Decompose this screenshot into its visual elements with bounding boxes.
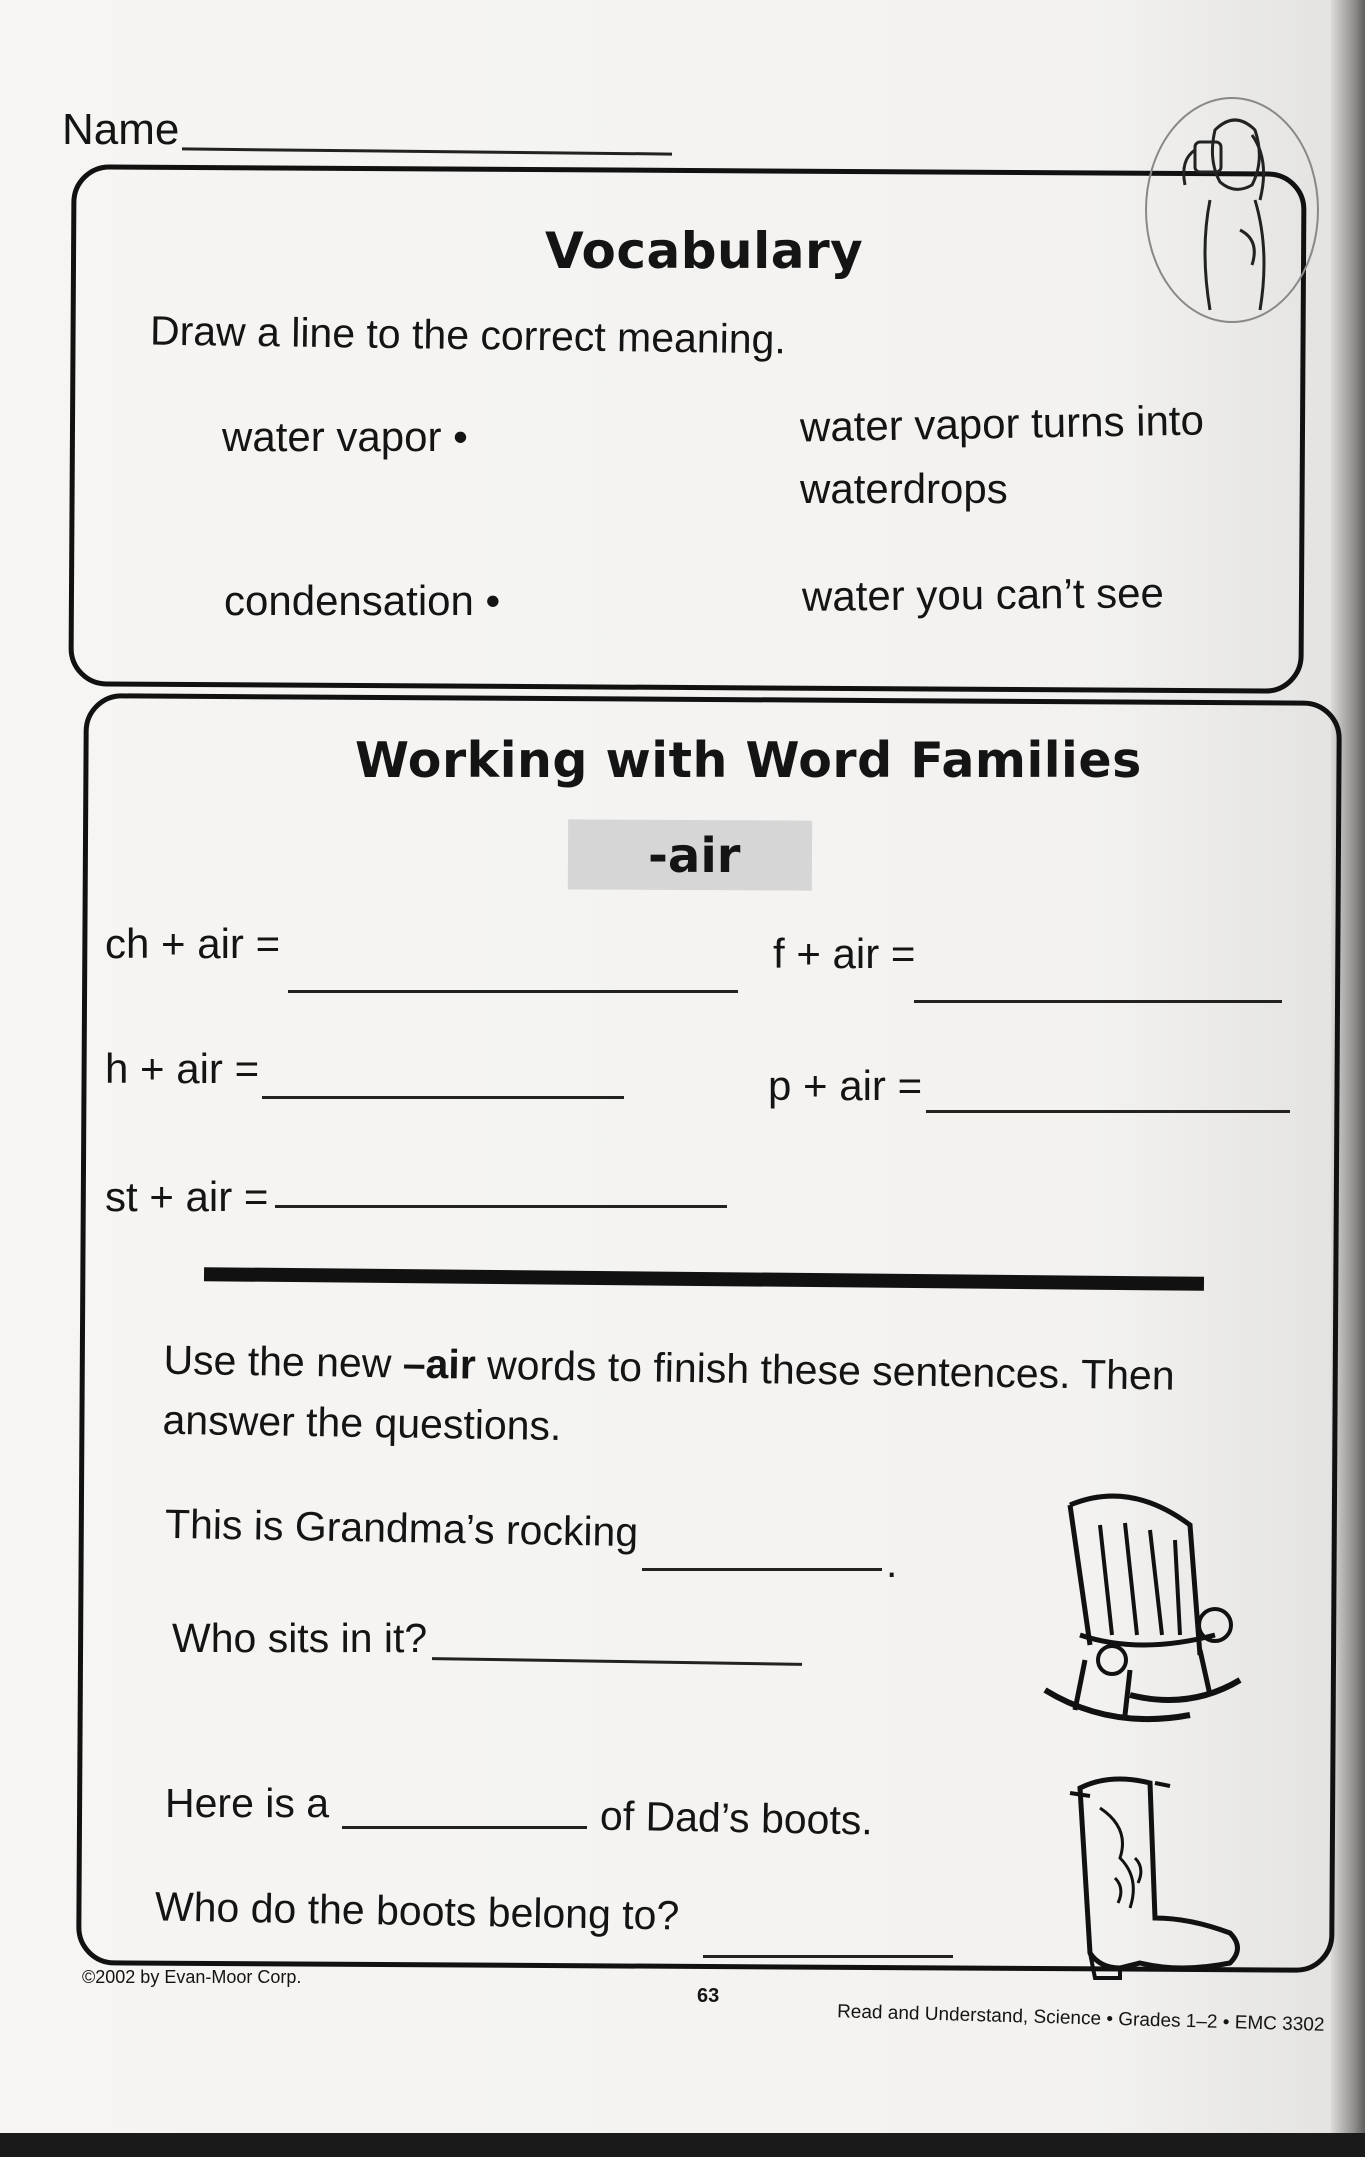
vocab-meaning-1-line2: waterdrops <box>800 465 1008 512</box>
intro-text-1: Use the new <box>163 1336 404 1387</box>
page-number: 63 <box>697 1985 720 2007</box>
sentence-1-period: . <box>886 1540 898 1586</box>
equation-p: p + air = <box>768 1062 923 1109</box>
answer-blank-p[interactable] <box>926 1110 1290 1113</box>
bottom-edge <box>0 2133 1365 2157</box>
answer-blank-sentence-2[interactable] <box>342 1826 587 1829</box>
answer-blank-h[interactable] <box>262 1096 624 1099</box>
girl-drinking-icon <box>1140 90 1325 330</box>
footer-book-title: Read and Understand, Science • Grades 1–2 • EMC 3302 <box>836 2001 1325 2036</box>
word-family-label: -air <box>648 828 741 884</box>
sentence-2-end: of Dad’s boots. <box>599 1792 874 1844</box>
equation-h: h + air = <box>105 1045 260 1092</box>
intro-bold-air: –air <box>402 1340 477 1388</box>
vocab-meaning-1[interactable]: water vapor turns into <box>799 396 1205 451</box>
vocab-meaning-2[interactable]: water you can’t see <box>801 569 1165 620</box>
vocab-word-water-vapor[interactable]: water vapor • <box>222 413 468 460</box>
equation-st: st + air = <box>105 1173 269 1220</box>
answer-blank-st[interactable] <box>275 1205 727 1208</box>
answer-blank-sentence-1[interactable] <box>642 1568 882 1571</box>
answer-blank-question-2[interactable] <box>703 1955 953 1958</box>
equation-ch: ch + air = <box>105 920 281 967</box>
rocking-chair-icon <box>1040 1485 1245 1730</box>
sentence-2-start: Here is a <box>165 1780 330 1826</box>
intro-text-3: answer the questions. <box>162 1396 562 1450</box>
answer-blank-f[interactable] <box>914 1000 1282 1003</box>
footer-copyright: ©2002 by Evan-Moor Corp. <box>82 1967 302 1987</box>
intro-text-2: words to finish these sentences. Then <box>475 1341 1175 1399</box>
equation-f: f + air = <box>773 930 916 977</box>
vocabulary-instruction: Draw a line to the correct meaning. <box>149 307 787 363</box>
answer-blank-ch[interactable] <box>288 990 738 993</box>
vocab-word-condensation[interactable]: condensation • <box>224 577 501 624</box>
boot-icon <box>1060 1768 1250 1983</box>
question-1: Who sits in it? <box>172 1615 428 1661</box>
question-2: Who do the boots belong to? <box>154 1883 680 1939</box>
sentence-1: This is Grandma’s rocking <box>164 1500 639 1556</box>
word-families-title: Working with Word Families <box>355 732 1142 789</box>
vocabulary-title: Vocabulary <box>545 222 864 280</box>
sentences-instructions <box>162 1330 1214 1466</box>
name-label: Name <box>62 105 180 154</box>
